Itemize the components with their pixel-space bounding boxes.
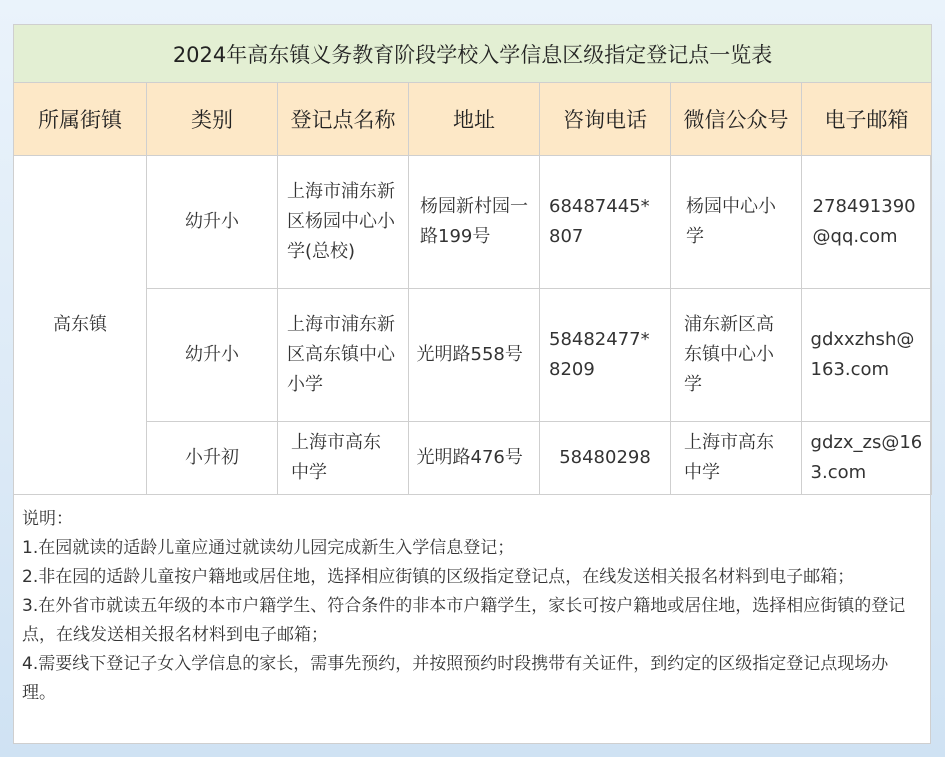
wechat-text: 浦东新区高东镇中心小学 <box>684 314 774 395</box>
notes-section <box>14 491 930 744</box>
address-cell <box>409 156 540 289</box>
table-row <box>14 422 932 495</box>
wechat-cell <box>671 422 802 495</box>
wechat-cell <box>671 289 802 422</box>
site-name-text: 上海市高东中学 <box>291 432 381 483</box>
email-text: gdxxzhsh@163.com <box>810 329 915 380</box>
email-text: gdzx_zs@163.com <box>810 432 923 483</box>
note-item: 2.非在园的适龄儿童按户籍地或居住地，选择相应街镇的区级指定登记点，在线发送相关报名材料到电子邮箱； <box>22 567 855 587</box>
district-cell: 高东镇 <box>14 156 147 495</box>
table-row <box>14 156 932 289</box>
header-phone: 咨询电话 <box>540 83 671 156</box>
header-email: 电子邮箱 <box>802 83 932 156</box>
header-site-name: 登记点名称 <box>278 83 409 156</box>
phone-text: 58482477*8209 <box>549 329 650 380</box>
email-text: 278491390@qq.com <box>812 196 916 247</box>
site-name-text: 上海市浦东新区高东镇中心小学 <box>287 314 395 395</box>
email-cell <box>802 156 932 289</box>
phone-cell <box>540 156 671 289</box>
note-item: 4.需要线下登记子女入学信息的家长，需事先预约，并按照预约时段携带有关证件，到约定的区级指定登记点现场办理。 <box>22 654 889 703</box>
header-wechat: 微信公众号 <box>671 83 802 156</box>
phone-cell <box>540 422 671 495</box>
category-cell: 幼升小 <box>147 289 278 422</box>
category-cell: 幼升小 <box>147 156 278 289</box>
registration-table-card <box>13 24 931 744</box>
note-item: 3.在外省市就读五年级的本市户籍学生、符合条件的非本市户籍学生，家长可按户籍地或居住地，选择相应街镇的登记点，在线发送相关报名材料到电子邮箱； <box>22 596 906 645</box>
address-text: 杨园新村园一路199号 <box>420 196 528 247</box>
email-cell <box>802 422 932 495</box>
site-name-cell <box>278 289 409 422</box>
registration-table <box>13 24 932 495</box>
note-item: 1.在园就读的适龄儿童应通过就读幼儿园完成新生入学信息登记； <box>22 538 515 558</box>
phone-text: 68487445*807 <box>549 196 650 247</box>
phone-cell <box>540 289 671 422</box>
wechat-text: 上海市高东中学 <box>684 432 774 483</box>
site-name-cell <box>278 156 409 289</box>
category-cell: 小升初 <box>147 422 278 495</box>
email-cell <box>802 289 932 422</box>
address-text: 光明路558号 <box>416 344 523 365</box>
site-name-text: 上海市浦东新区杨园中心小学(总校) <box>287 181 395 262</box>
phone-text: 58480298 <box>559 447 651 468</box>
notes-heading: 说明： <box>22 509 73 529</box>
header-address: 地址 <box>409 83 540 156</box>
address-cell <box>409 422 540 495</box>
site-name-cell <box>278 422 409 495</box>
address-cell <box>409 289 540 422</box>
wechat-cell <box>671 156 802 289</box>
header-category: 类别 <box>147 83 278 156</box>
table-title: 2024年高东镇义务教育阶段学校入学信息区级指定登记点一览表 <box>14 25 932 83</box>
table-row <box>14 289 932 422</box>
wechat-text: 杨园中心小学 <box>686 196 776 247</box>
header-district: 所属街镇 <box>14 83 147 156</box>
address-text: 光明路476号 <box>416 447 523 468</box>
